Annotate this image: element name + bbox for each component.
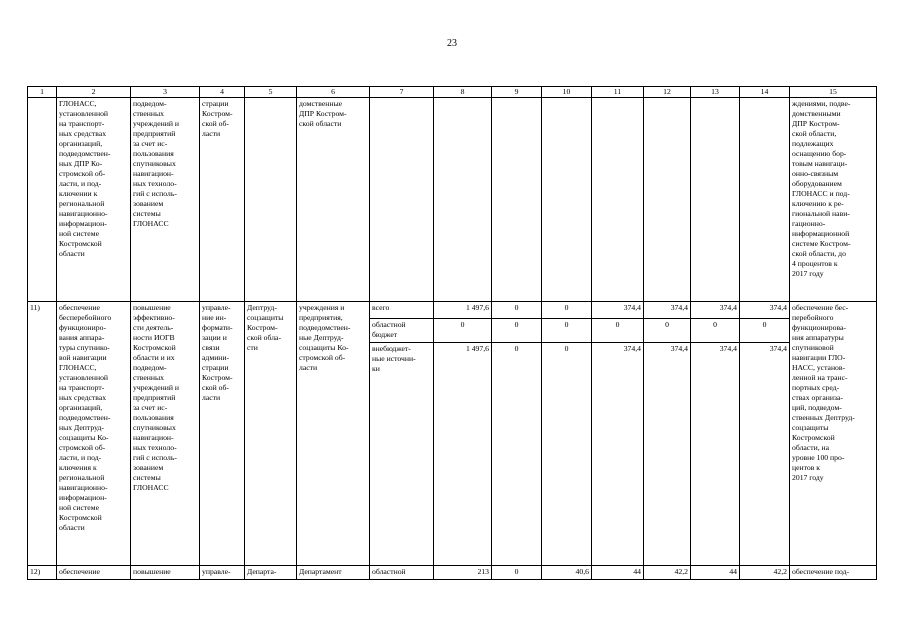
amount-year: 374,4 <box>691 343 740 566</box>
amount-year: 374,4 <box>644 343 691 566</box>
amount-year: 374,4 <box>740 343 790 566</box>
amount-total: 1 497,6 <box>434 302 492 319</box>
goal-text: повышение <box>131 566 200 580</box>
header-cell: 4 <box>200 87 245 98</box>
measure-text: ГЛОНАСС, установленной на транспорт- ных средствах организаций, подведомствен- ных ДПР Ко- стромской об- ласти, и под- ключении к региональной навигационно- информацион- ной системе Костромской области <box>57 98 131 302</box>
amount-year: 374,4 <box>644 302 691 319</box>
amount-year: 44 <box>592 566 644 580</box>
header-cell: 1 <box>28 87 57 98</box>
result-text: ждениями, подве- домственными ДПР Костром- ской области, подлежащих оснащению бор- товым навигаци- онно-связным оборудованием ГЛОНАСС и под- ключению к ре- гиональной нави- гационно- информационной системе Костром- ской области, до 4 процентов к 2017 году <box>790 98 877 302</box>
header-cell: 3 <box>131 87 200 98</box>
table-cell <box>644 98 691 302</box>
header-cell: 2 <box>57 87 131 98</box>
page-number: 23 <box>447 38 457 49</box>
responsible-text: Дептруд- соцзащиты Костром- ской обла- сти <box>245 302 297 566</box>
header-cell: 13 <box>691 87 740 98</box>
coordinator-text: управле- ние ин- формати- зации и связи админи- страции Костром- ской об- ласти <box>200 302 245 566</box>
table-cell <box>691 98 740 302</box>
header-cell: 10 <box>542 87 592 98</box>
goal-text: подведом- ственных учреждений и предприятий за счет ис- пользования спутниковых навигацион- ных техноло- гий с исполь- зованием системы ГЛОНАСС <box>131 98 200 302</box>
header-cell: 9 <box>492 87 542 98</box>
amount-total: 1 497,6 <box>434 343 492 566</box>
header-row <box>28 87 877 98</box>
row-11-total <box>28 302 877 319</box>
responsible-text: Департа- <box>245 566 297 580</box>
goal-text: повышение эффективно- сти деятель- ности ИОГВ Костромской области и их подведом- ственных учреждений и предприятий за счет ис- пользования спутниковых навигацион- ных техноло- гий с исполь- зованием системы ГЛОНАСС <box>131 302 200 566</box>
executor-text: домственные ДПР Костром- ской области <box>297 98 370 302</box>
header-cell: 7 <box>370 87 434 98</box>
amount-year: 40,6 <box>542 566 592 580</box>
measure-text: обеспечение <box>57 566 131 580</box>
table-cell <box>370 98 434 302</box>
executor-text: учреждения и предприятия, подведомствен- ные Дептруд- соцзащиты Ко- стромской об- ласти <box>297 302 370 566</box>
table-cell <box>542 98 592 302</box>
amount-year: 0 <box>492 319 542 343</box>
table-cell <box>492 98 542 302</box>
amount-year: 0 <box>740 319 790 343</box>
amount-year: 42,2 <box>644 566 691 580</box>
funding-source: областной бюджет <box>370 319 434 343</box>
amount-year: 374,4 <box>592 302 644 319</box>
table-cell <box>28 98 57 302</box>
amount-year: 0 <box>542 319 592 343</box>
row-number: 12) <box>28 566 57 580</box>
header-cell: 6 <box>297 87 370 98</box>
header-cell: 15 <box>790 87 877 98</box>
amount-year: 42,2 <box>740 566 790 580</box>
header-cell: 8 <box>434 87 492 98</box>
header-cell: 5 <box>245 87 297 98</box>
amount-year: 0 <box>542 302 592 319</box>
table-cell <box>434 98 492 302</box>
amount-year: 0 <box>644 319 691 343</box>
result-text: обеспечение под- <box>790 566 877 580</box>
funding-source: областной <box>370 566 434 580</box>
funding-source: всего <box>370 302 434 319</box>
amount-year: 0 <box>492 302 542 319</box>
measure-text: обеспечение бесперебойного функциониро- вания аппара- туры спутнико- вой навигации ГЛОНАСС, установленной на транспорт- ных средствах организаций, подведомствен- ных Дептруд- соцзащиты Ко- стромской об- ласти, и под- ключения к региональной навигационно- информацион- ной системе Костромской области <box>57 302 131 566</box>
amount-year: 374,4 <box>592 343 644 566</box>
amount-year: 0 <box>542 343 592 566</box>
amount-year: 0 <box>492 566 542 580</box>
amount-year: 44 <box>691 566 740 580</box>
coordinator-text: страции Костром- ской об- ласти <box>200 98 245 302</box>
amount-year: 374,4 <box>740 302 790 319</box>
row-12 <box>28 566 877 580</box>
table-cell <box>245 98 297 302</box>
header-cell: 14 <box>740 87 790 98</box>
table-cell <box>592 98 644 302</box>
amount-year: 374,4 <box>691 302 740 319</box>
table-cell <box>740 98 790 302</box>
result-text: обеспечение бес- перебойного функционирова- ния аппаратуры спутниковой навигации ГЛО- НАСС, установ- ленной на транс- портных сред- ствах организа- ций, подведом- ственных Дептруд- соцзащиты Костромской области, на уровне 100 про- центов к 2017 году <box>790 302 877 566</box>
coordinator-text: управле- <box>200 566 245 580</box>
row-number: 11) <box>28 302 57 566</box>
amount-year: 0 <box>592 319 644 343</box>
executor-text: Департамент <box>297 566 370 580</box>
header-cell: 12 <box>644 87 691 98</box>
funding-source: внебюджет- ные источни- ки <box>370 343 434 566</box>
continuation-row <box>28 98 877 302</box>
program-table <box>27 86 877 580</box>
amount-total: 213 <box>434 566 492 580</box>
amount-year: 0 <box>492 343 542 566</box>
header-cell: 11 <box>592 87 644 98</box>
amount-total: 0 <box>434 319 492 343</box>
amount-year: 0 <box>691 319 740 343</box>
